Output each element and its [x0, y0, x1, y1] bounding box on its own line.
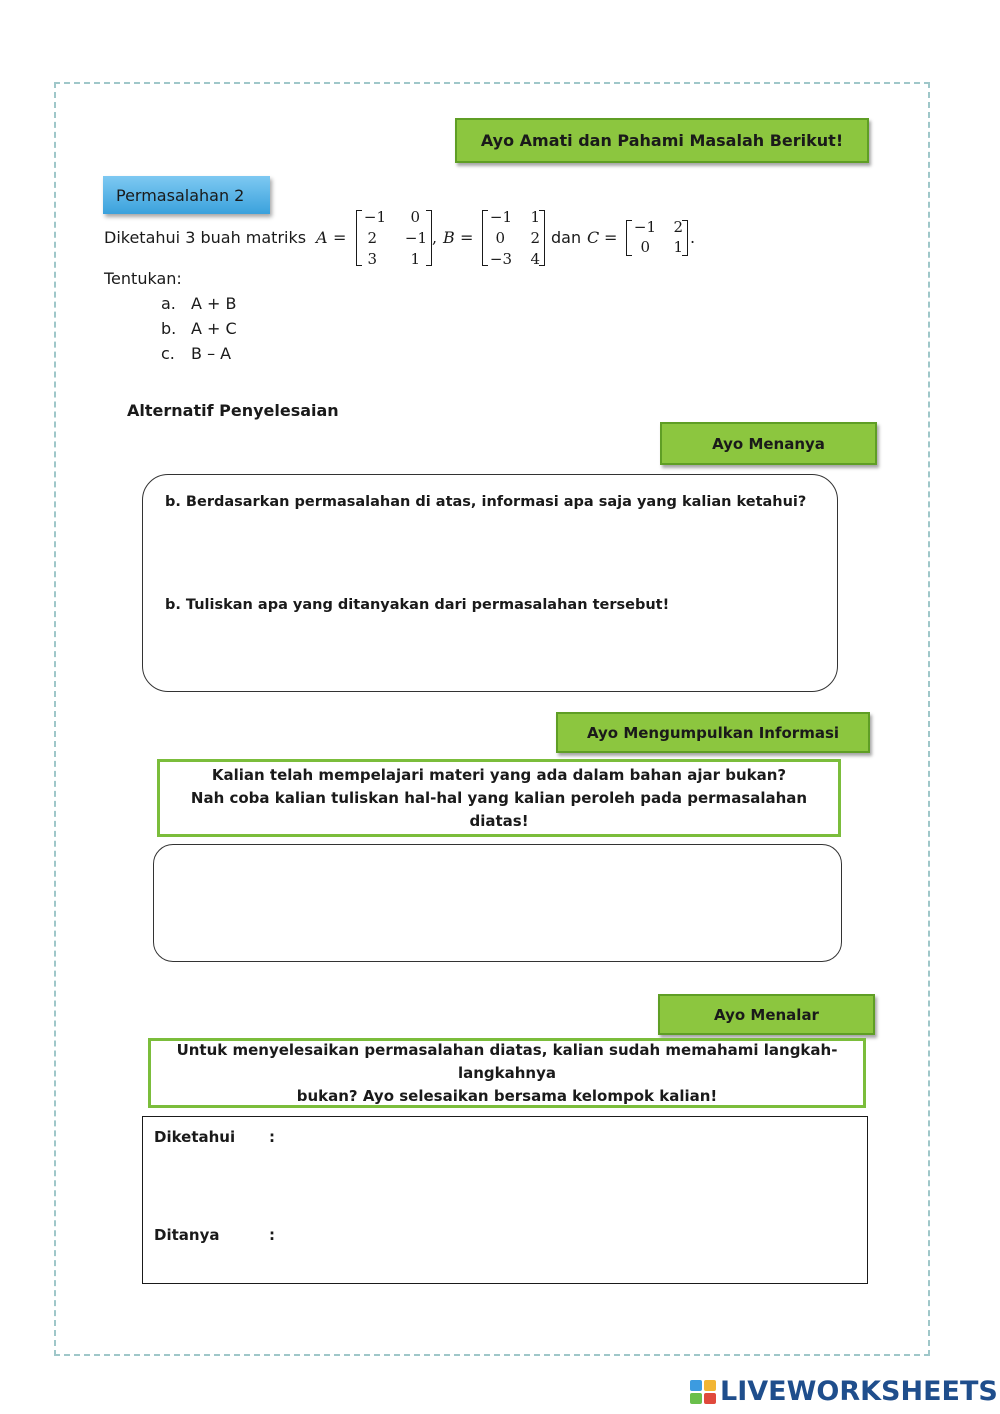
task-expression: A + C [191, 319, 237, 338]
menalar-answer-box[interactable] [142, 1116, 868, 1284]
matrix-c-cell: −1 [633, 218, 656, 236]
matrix-b-cell: 1 [530, 208, 540, 226]
task-letter: a. [161, 294, 176, 313]
equals-sign: = [333, 228, 347, 247]
matrix-a-cell: −1 [363, 208, 386, 226]
matrix-b-name: B [443, 228, 455, 247]
liveworksheets-logo[interactable] [690, 1376, 998, 1407]
matrix-b-cell: 0 [495, 229, 505, 247]
informasi-line-1: Kalian telah mempelajari materi yang ada dalam bahan ajar bukan? [211, 765, 787, 784]
equals-sign: = [460, 228, 474, 247]
liveworksheets-icon [690, 1380, 716, 1404]
matrix-b-cell: −1 [489, 208, 512, 226]
matrix-b-cell: −3 [489, 250, 512, 268]
period: . [690, 228, 696, 247]
informasi-banner-text: Ayo Mengumpulkan Informasi [586, 723, 840, 742]
matrix-a-cell: 1 [410, 250, 420, 268]
matrix-c-right-bracket [682, 220, 688, 256]
task-expression: A + B [191, 294, 237, 313]
problem-tag [103, 176, 270, 214]
menanya-question-1: b. Berdasarkan permasalahan di atas, informasi apa saja yang kalian ketahui? [165, 494, 807, 510]
matrix-a-cell: 3 [367, 250, 377, 268]
header-banner-text: Ayo Amati dan Pahami Masalah Berikut! [480, 131, 844, 150]
matrix-a-name: A [316, 228, 328, 247]
diketahui-label: Diketahui [154, 1128, 236, 1146]
diketahui-colon: : [269, 1128, 275, 1146]
matrix-b-cell: 4 [530, 250, 540, 268]
matrix-c-name: C [587, 228, 600, 247]
ditanya-colon: : [269, 1226, 275, 1244]
menanya-banner [660, 422, 877, 465]
matrix-a-cell: −1 [404, 229, 427, 247]
menalar-line-2: bukan? Ayo selesaikan bersama kelompok kalian! [296, 1086, 718, 1105]
menalar-line-1: Untuk menyelesaikan permasalahan diatas, kalian sudah memahami langkah-langkahnya [176, 1040, 838, 1082]
matrix-a-cell: 2 [367, 229, 377, 247]
matrix-b-right-bracket [539, 210, 545, 266]
menanya-answer-box[interactable] [142, 474, 838, 692]
ditanya-label: Ditanya [154, 1226, 220, 1244]
informasi-instruction-box [157, 759, 841, 837]
task-letter: c. [161, 344, 175, 363]
matrix-b-cell: 2 [530, 229, 540, 247]
menalar-instruction-box [148, 1038, 866, 1108]
tasks-heading: Tentukan: [104, 269, 182, 288]
matrix-c-cell: 1 [673, 238, 683, 256]
problem-intro: Diketahui 3 buah matriks [104, 228, 307, 247]
menanya-question-2: b. Tuliskan apa yang ditanyakan dari permasalahan tersebut! [165, 597, 670, 613]
problem-tag-text: Permasalahan 2 [116, 185, 245, 205]
matrix-c-cell: 2 [673, 218, 683, 236]
equals-sign: = [604, 228, 618, 247]
comma: , [432, 228, 438, 247]
dan-text: dan [551, 228, 582, 247]
informasi-answer-box[interactable] [153, 844, 842, 962]
header-banner [455, 118, 869, 163]
liveworksheets-brand-text: LIVEWORKSHEETS [720, 1376, 998, 1407]
matrix-c-cell: 0 [640, 238, 650, 256]
menalar-banner [658, 994, 875, 1035]
task-letter: b. [161, 319, 177, 338]
menalar-banner-text: Ayo Menalar [714, 1005, 819, 1024]
informasi-banner [556, 712, 870, 753]
informasi-line-2: Nah coba kalian tuliskan hal-hal yang kalian peroleh pada permasalahan diatas! [190, 788, 808, 830]
solution-heading: Alternatif Penyelesaian [127, 401, 339, 420]
matrix-a-cell: 0 [410, 208, 420, 226]
task-expression: B – A [191, 344, 232, 363]
menanya-banner-text: Ayo Menanya [712, 434, 825, 453]
